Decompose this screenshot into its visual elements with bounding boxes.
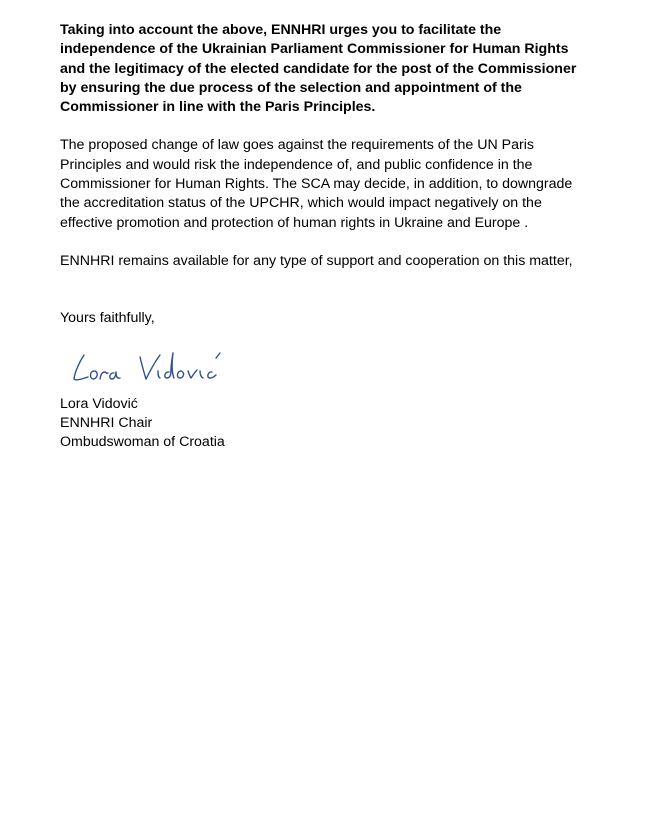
closing-salutation: Yours faithfully, (60, 310, 155, 327)
paragraph-line: independence of the Ukrainian Parliament Commissioner for Human Rights (60, 41, 569, 58)
signer-office: Ombudswoman of Croatia (60, 434, 225, 451)
signer-title: ENNHRI Chair (60, 414, 153, 431)
paragraph-law-change (60, 136, 620, 232)
letter-body (60, 21, 620, 452)
signature-image (70, 341, 250, 391)
handwritten-signature (60, 341, 260, 395)
signer-block (60, 395, 620, 453)
paragraph-line: the accreditation status of the UPCHR, which would impact negatively on the (60, 195, 542, 212)
paragraph-line: Commissioner for Human Rights. The SCA may decide, in addition, to downgrade (60, 176, 573, 193)
signer-name: Lora Vidović (60, 395, 138, 412)
paragraph-line: effective promotion and protection of human rights in Ukraine and Europe . (60, 214, 529, 231)
paragraph-line: Commissioner in line with the Paris Principles. (60, 99, 376, 116)
paragraph-line: ENNHRI remains available for any type of support and cooperation on this matter, (60, 252, 573, 269)
paragraph-line: The proposed change of law goes against the requirements of the UN Paris (60, 137, 534, 154)
paragraph-line: Principles and would risk the independence of, and public confidence in the (60, 156, 533, 173)
paragraph-urge (60, 21, 620, 117)
paragraph-availability (60, 252, 620, 271)
paragraph-line: Taking into account the above, ENNHRI urges you to facilitate the (60, 22, 502, 38)
paragraph-line: by ensuring the due process of the selection and appointment of the (60, 79, 522, 96)
paragraph-line: and the legitimacy of the elected candidate for the post of the Commissioner (60, 60, 577, 77)
